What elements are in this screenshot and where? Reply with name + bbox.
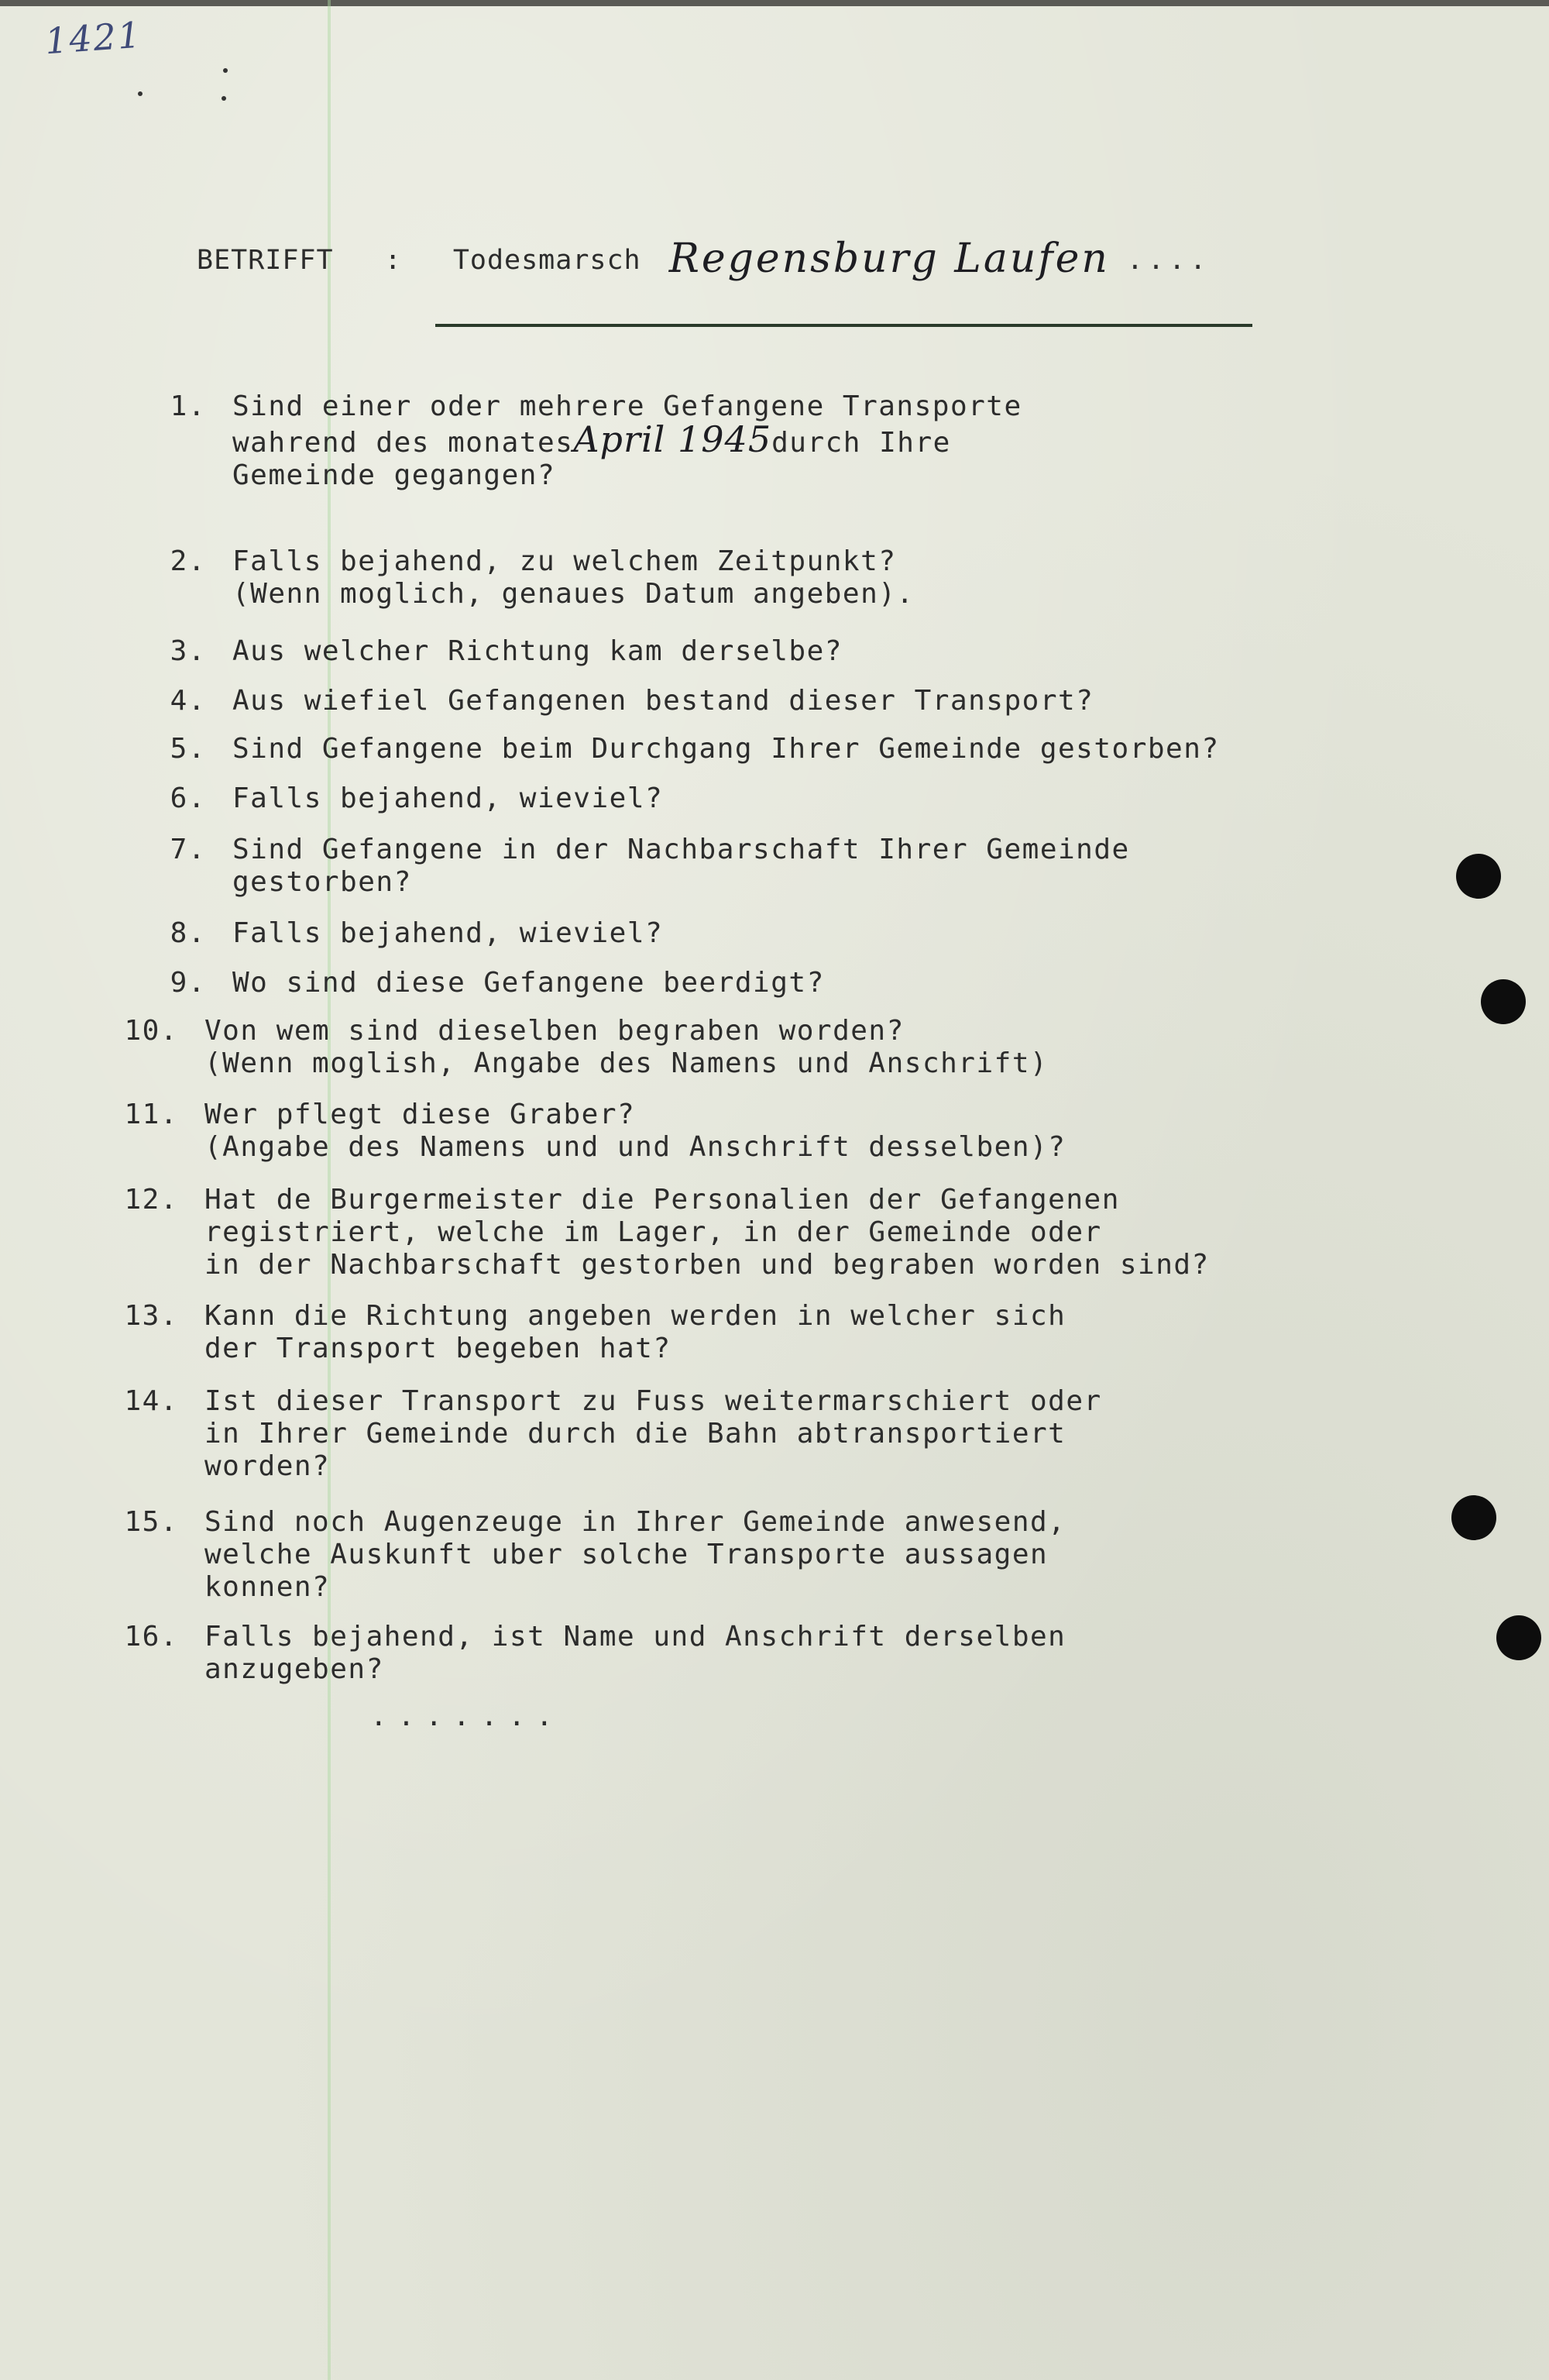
handwritten-subject-fill: Regensburg Laufen [668,236,1110,282]
punch-hole [1481,979,1526,1024]
question-line: welche Auskunft uber solche Transporte aussagen [204,1539,1049,1570]
question-text [232,782,663,815]
question-text [204,1300,1066,1365]
punch-hole [1456,854,1501,899]
subject-label-betrifft: BETRIFFT [197,245,334,276]
question-line: (Wenn moglish, Angabe des Namens und Anschrift) [204,1047,1049,1079]
question-line: Sind Gefangene beim Durchgang Ihrer Gemeinde gestorben? [232,733,1220,765]
question-number: 1. [170,390,206,422]
question-line: Sind einer oder mehrere Gefangene Transporte [232,390,1022,422]
question-line: Falls bejahend, wieviel? [232,782,664,814]
question-line: in der Nachbarschaft gestorben und begraben worden sind? [204,1249,1210,1281]
trailing-dots: ....... [370,1701,564,1732]
question-number: 2. [170,545,206,577]
subject-header [197,232,1211,282]
question-line: Kann die Richtung angeben werden in welcher sich [204,1300,1066,1332]
question-text [232,834,1130,899]
question-text [204,1099,1066,1164]
question-text [232,635,843,668]
question-line: Wo sind diese Gefangene beerdigt? [232,967,825,999]
question-line: anzugeben? [204,1653,384,1685]
question-line: (Wenn moglich, genaues Datum angeben). [232,578,915,610]
question-text [204,1015,1048,1080]
question-number: 7. [170,834,206,865]
ink-speck [222,96,226,101]
question-number: 8. [170,917,206,949]
question-text [232,390,1022,492]
question-number: 12. [124,1184,178,1216]
question-line: Von wem sind dieselben begraben worden? [204,1015,905,1047]
ink-speck [223,68,228,73]
subject-dots: .... [1126,245,1211,276]
question-line: Gemeinde gegangen? [232,459,556,491]
question-text [232,967,825,999]
question-number: 13. [124,1300,178,1332]
question-number: 16. [124,1621,178,1653]
question-line: Wer pflegt diese Graber? [204,1099,636,1130]
question-text [204,1506,1066,1604]
question-line: Hat de Burgermeister die Personalien der Gefangenen [204,1184,1120,1216]
question-line: Sind Gefangene in der Nachbarschaft Ihrer Gemeinde [232,834,1130,865]
question-line: in Ihrer Gemeinde durch die Bahn abtransportiert [204,1418,1066,1450]
ink-speck [138,91,143,96]
question-number: 3. [170,635,206,667]
page-top-edge [0,0,1549,6]
question-number: 15. [124,1506,178,1538]
question-line: gestorben? [232,866,412,898]
question-text [232,917,663,950]
question-text [232,545,915,610]
question-line: registriert, welche im Lager, in der Gemeinde oder [204,1216,1102,1248]
question-line: Ist dieser Transport zu Fuss weitermarschiert oder [204,1385,1102,1417]
question-number: 5. [170,733,206,765]
question-number: 11. [124,1099,178,1130]
question-line: (Angabe des Namens und und Anschrift desselben)? [204,1131,1066,1163]
question-line: der Transport begeben hat? [204,1333,671,1364]
question-line: Falls bejahend, ist Name und Anschrift derselben [204,1621,1066,1653]
question-line: worden? [204,1450,331,1482]
question-line: Aus welcher Richtung kam derselbe? [232,635,843,667]
archive-number: 1421 [43,13,143,63]
punch-hole [1451,1495,1496,1540]
subject-separator: : [384,245,402,276]
question-text [204,1621,1066,1686]
question-line: Sind noch Augenzeuge in Ihrer Gemeinde anwesend, [204,1506,1066,1538]
question-text [232,733,1220,765]
handwritten-month-fill: April 1945 [573,418,772,460]
question-line: Falls bejahend, zu welchem Zeitpunkt? [232,545,897,577]
question-number: 10. [124,1015,178,1047]
punch-hole [1496,1615,1541,1660]
question-text [204,1184,1210,1281]
question-number: 6. [170,782,206,814]
question-line: Aus wiefiel Gefangenen bestand dieser Transport? [232,685,1094,717]
question-number: 4. [170,685,206,717]
question-line: Falls bejahend, wieviel? [232,917,664,949]
question-text [232,685,1094,717]
question-number: 14. [124,1385,178,1417]
subject-label-todesmarsch: Todesmarsch [452,245,641,276]
question-text [204,1385,1102,1483]
question-number: 9. [170,967,206,999]
question-line: konnen? [204,1571,331,1603]
subject-underline [435,324,1252,327]
question-line: wahrend des monatesApril 1945durch Ihre [232,418,951,460]
